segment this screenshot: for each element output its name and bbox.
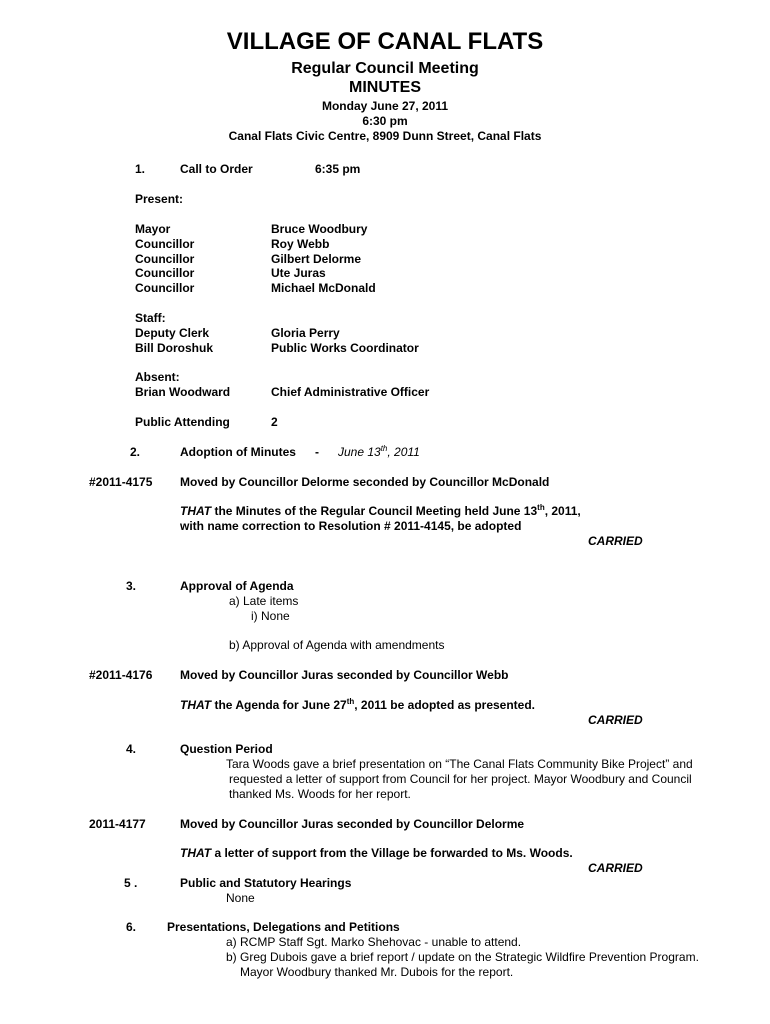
attendee-role: Mayor xyxy=(135,222,171,236)
presentation-item: Mayor Woodbury thanked Mr. Dubois for the report. xyxy=(240,965,514,979)
item-4-title: Question Period xyxy=(180,742,273,756)
document-title: VILLAGE OF CANAL FLATS xyxy=(226,28,544,55)
resolution-status: CARRIED xyxy=(588,534,643,548)
attendee-name: Ute Juras xyxy=(271,266,326,280)
presentation-item: b) Greg Dubois gave a brief report / update on the Strategic Wildfire Prevention Program. xyxy=(226,950,699,964)
item-3-number: 3. xyxy=(126,579,137,593)
meeting-time: 6:30 pm xyxy=(362,114,408,128)
item-1-time: 6:35 pm xyxy=(315,162,361,176)
meeting-location: Canal Flats Civic Centre, 8909 Dunn Street, Canal Flats xyxy=(228,129,542,143)
item-2-minutes-date: June 13th, 2011 xyxy=(338,444,420,459)
resolution-text: THAT the Agenda for June 27th, 2011 be adopted as presented. xyxy=(180,697,536,712)
resolution-number: 2011-4177 xyxy=(89,817,146,831)
item-1-title: Call to Order xyxy=(180,162,253,176)
absent-title: Chief Administrative Officer xyxy=(271,385,430,399)
item-5-title: Public and Statutory Hearings xyxy=(180,876,352,890)
resolution-status: CARRIED xyxy=(588,713,643,727)
resolution-motion: Moved by Councillor Juras seconded by Councillor Webb xyxy=(180,668,509,682)
resolution-status: CARRIED xyxy=(588,861,643,875)
resolution-text-line: with name correction to Resolution # 2011-4145, be adopted xyxy=(180,519,522,533)
agenda-subitem: b) Approval of Agenda with amendments xyxy=(229,638,445,652)
present-label: Present: xyxy=(135,192,184,206)
item-6-title: Presentations, Delegations and Petitions xyxy=(167,920,400,934)
item-5-number: 5 . xyxy=(124,876,138,890)
item-4-number: 4. xyxy=(126,742,137,756)
resolution-number: #2011-4176 xyxy=(89,668,153,682)
staff-role: Deputy Clerk xyxy=(135,326,210,340)
item-2-number: 2. xyxy=(130,445,141,459)
item-6-number: 6. xyxy=(126,920,137,934)
staff-name: Gloria Perry xyxy=(271,326,340,340)
question-period-text: thanked Ms. Woods for her report. xyxy=(229,787,411,801)
meeting-type: Regular Council Meeting xyxy=(291,60,479,77)
public-attending-count: 2 xyxy=(271,415,278,429)
presentation-item: a) RCMP Staff Sgt. Marko Shehovac - unable to attend. xyxy=(226,935,522,949)
staff-label: Staff: xyxy=(135,311,166,325)
resolution-text: THAT the Minutes of the Regular Council Meeting held June 13th, 2011, xyxy=(180,503,581,518)
resolution-motion: Moved by Councillor Delorme seconded by Councillor McDonald xyxy=(180,475,550,489)
question-period-text: requested a letter of support from Council for her project. Mayor Woodbury and Council xyxy=(229,772,692,786)
resolution-text: THAT a letter of support from the Village be forwarded to Ms. Woods. xyxy=(180,846,573,860)
agenda-subitem: a) Late items xyxy=(229,594,299,608)
absent-name: Brian Woodward xyxy=(135,385,231,399)
agenda-subitem: i) None xyxy=(251,609,290,623)
public-attending-label: Public Attending xyxy=(135,415,230,429)
staff-name: Public Works Coordinator xyxy=(271,341,419,355)
absent-label: Absent: xyxy=(135,370,180,384)
resolution-motion: Moved by Councillor Juras seconded by Councillor Delorme xyxy=(180,817,525,831)
item-1-number: 1. xyxy=(135,162,146,176)
item-2-title: Adoption of Minutes xyxy=(180,445,296,459)
document-type: MINUTES xyxy=(349,79,421,96)
item-2-dash: - xyxy=(315,445,319,459)
attendee-role: Councillor xyxy=(135,266,195,280)
attendee-name: Michael McDonald xyxy=(271,281,376,295)
item-3-title: Approval of Agenda xyxy=(180,579,294,593)
attendee-name: Bruce Woodbury xyxy=(271,222,368,236)
attendee-role: Councillor xyxy=(135,252,195,266)
attendee-name: Gilbert Delorme xyxy=(271,252,362,266)
item-5-body: None xyxy=(226,891,255,905)
attendee-role: Councillor xyxy=(135,237,195,251)
attendee-role: Councillor xyxy=(135,281,195,295)
question-period-text: Tara Woods gave a brief presentation on “The Canal Flats Community Bike Project” and xyxy=(226,757,693,771)
meeting-date: Monday June 27, 2011 xyxy=(321,99,449,113)
staff-role: Bill Doroshuk xyxy=(135,341,214,355)
resolution-number: #2011-4175 xyxy=(89,475,153,489)
attendee-name: Roy Webb xyxy=(271,237,330,251)
